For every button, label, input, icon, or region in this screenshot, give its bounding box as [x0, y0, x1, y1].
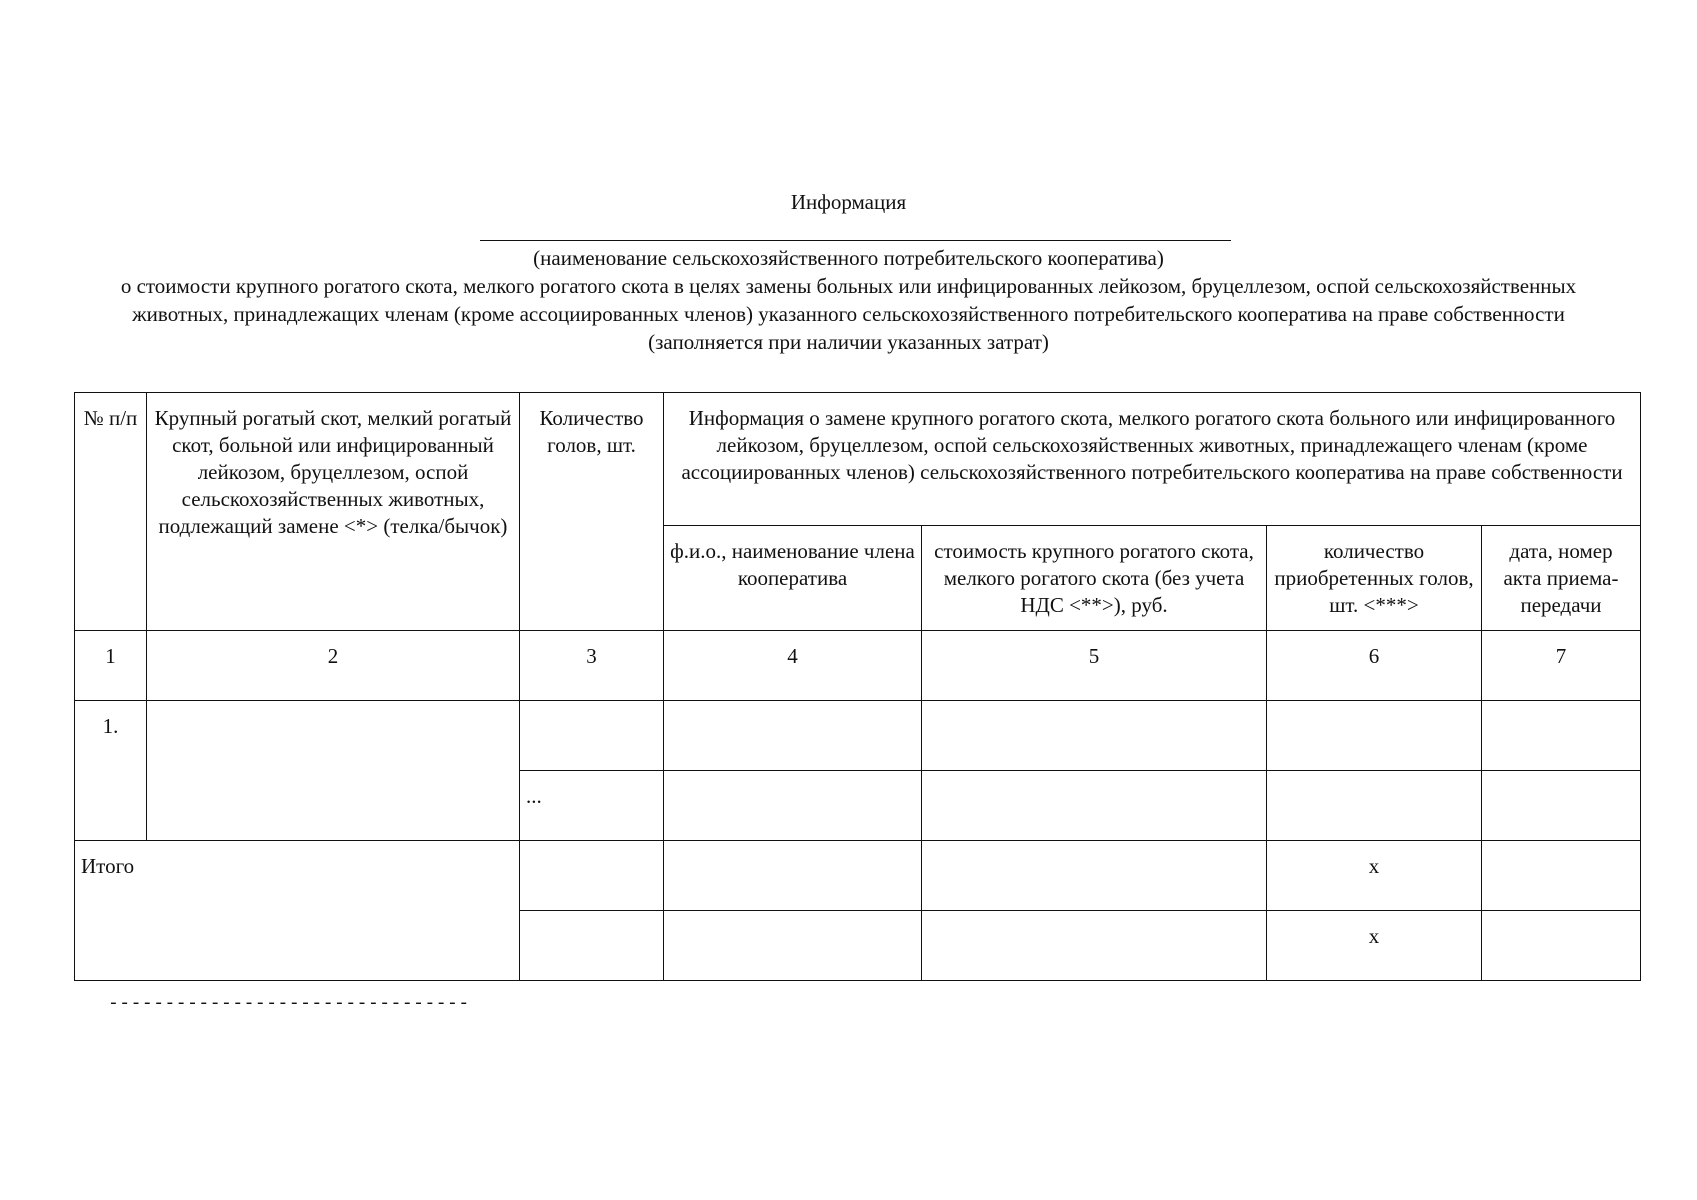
column-number-1: 1 — [75, 631, 147, 701]
header-row-1 — [75, 393, 1641, 526]
cost-cell — [922, 771, 1267, 841]
total-act-cell — [1482, 841, 1641, 911]
data-row-1 — [75, 701, 1641, 771]
member-name-cell — [664, 701, 922, 771]
column-number-7: 7 — [1482, 631, 1641, 701]
header-livestock: Крупный рогатый скот, мелкий рогатый скот, больной или инфицированный лейкозом, бруцеллезом, оспой сельскохозяйственных животных, подлежащий замене <*> (телка/бычок) — [147, 393, 520, 631]
subtitle-description: о стоимости крупного рогатого скота, мелкого рогатого скота в целях замены больных или инфицированных лейкозом, бруцеллезом, оспой сельскохозяйственных животных, принадлежащих членам (кроме ассоциированных членов) указанного сельскохозяйственного потребительского кооператива на праве собственности — [120, 274, 1577, 326]
total-label: Итого — [75, 841, 520, 981]
header-act-date-number: дата, номер акта приема-передачи — [1482, 526, 1641, 631]
column-number-row — [75, 631, 1641, 701]
column-number-3: 3 — [520, 631, 664, 701]
header-cost: стоимость крупного рогатого скота, мелкого рогатого скота (без учета НДС <**>), руб. — [922, 526, 1267, 631]
header-head-count: Количество голов, шт. — [520, 393, 664, 631]
header-replacement-info: Информация о замене крупного рогатого скота, мелкого рогатого скота больного или инфицированного лейкозом, бруцеллезом, оспой сельскохозяйственных животных, принадлежащего членам (кроме ассоциированных членов) сельскохозяйственного потребительского кооператива на праве собственности — [664, 393, 1641, 526]
document-subtitle — [80, 244, 1617, 356]
livestock-cell — [147, 701, 520, 841]
cooperative-name-line — [480, 240, 1231, 241]
purchased-count-cell — [1267, 771, 1482, 841]
total-row-1 — [75, 841, 1641, 911]
head-count-cell — [520, 701, 664, 771]
header-purchased-count: количество приобретенных голов, шт. <***> — [1267, 526, 1482, 631]
total-member-name-cell — [664, 841, 922, 911]
column-number-4: 4 — [664, 631, 922, 701]
row-number-cell: 1. — [75, 701, 147, 841]
total-member-name-cell — [664, 911, 922, 981]
purchased-count-cell — [1267, 701, 1482, 771]
act-cell — [1482, 701, 1641, 771]
total-cost-cell — [922, 911, 1267, 981]
total-cost-cell — [922, 841, 1267, 911]
document-title: Информация — [790, 190, 907, 214]
column-number-6: 6 — [1267, 631, 1482, 701]
subtitle-note: (заполняется при наличии указанных затрат) — [648, 330, 1049, 354]
column-number-5: 5 — [922, 631, 1267, 701]
total-head-count-cell — [520, 911, 664, 981]
total-head-count-cell — [520, 841, 664, 911]
cost-cell — [922, 701, 1267, 771]
footnote-separator: -------------------------------- — [108, 994, 470, 1014]
subtitle-cooperative-caption: (наименование сельскохозяйственного потребительского кооператива) — [533, 246, 1164, 270]
column-number-2: 2 — [147, 631, 520, 701]
act-cell — [1482, 771, 1641, 841]
member-name-cell — [664, 771, 922, 841]
header-member-name: ф.и.о., наименование члена кооператива — [664, 526, 922, 631]
total-purchased-x: x — [1267, 841, 1482, 911]
livestock-replacement-table — [74, 392, 1641, 981]
ellipsis-cell: ... — [520, 771, 664, 841]
total-purchased-x: x — [1267, 911, 1482, 981]
total-act-cell — [1482, 911, 1641, 981]
header-number: № п/п — [75, 393, 147, 631]
